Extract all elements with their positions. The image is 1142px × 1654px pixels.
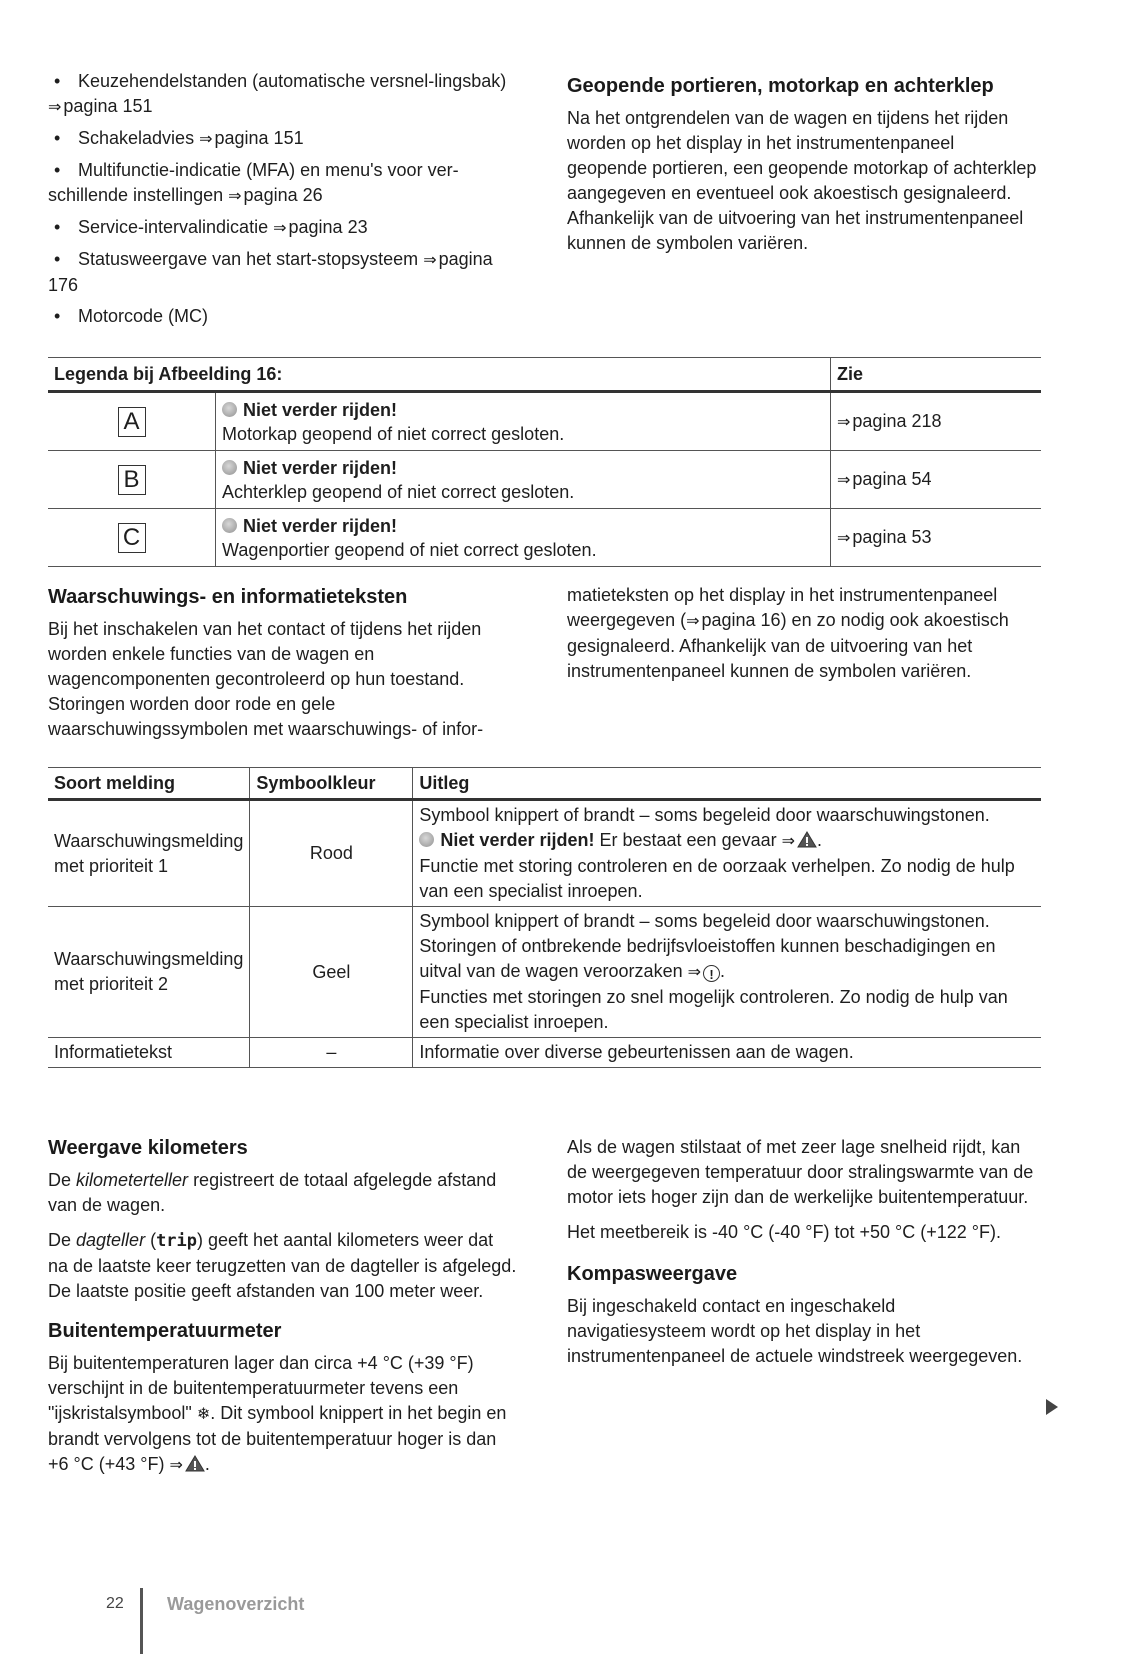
page-link[interactable]: pagina 23 <box>288 217 368 237</box>
row-description: Wagenportier geopend of niet correct gesloten. <box>222 539 597 560</box>
km-section <box>48 1135 518 1488</box>
page-number: 22 <box>106 1595 124 1612</box>
section-heading: Waarschuwings- en informatieteksten <box>48 586 408 608</box>
stop-warning-icon <box>222 402 237 417</box>
temp-section-right <box>567 1135 1037 1379</box>
column-header: Symboolkleur <box>250 768 413 800</box>
warning-label: Niet verder rijden! <box>440 830 595 850</box>
message-type: Waarschuwingsmelding met prioriteit 1 <box>48 800 250 907</box>
paragraph: Bij buitentemperaturen lager dan circa +4 °C (+39 °F) verschijnt in de buitentemperatuurmeter tevens een "ijskristalsymbool" ❄. Dit symbool knippert in het begin en brandt vervolgens tot de buitentemperatuur hoger is dan +6 °C (+43 °F) ⇒ . <box>48 1353 507 1474</box>
page-link[interactable]: pagina 151 <box>63 96 153 116</box>
paragraph: De kilometerteller registreert de totaal afgelegde afstand van de wagen. <box>48 1170 497 1215</box>
arrow-icon: ⇒ <box>199 131 213 148</box>
arrow-icon: ⇒ <box>169 1457 183 1474</box>
snowflake-icon: ❄ <box>196 1406 211 1423</box>
page-link[interactable]: pagina 176 <box>48 249 493 295</box>
legend-table <box>48 357 1041 567</box>
page-link[interactable]: pagina 53 <box>852 526 932 547</box>
symbol-color: – <box>250 1038 413 1068</box>
table-row: Waarschuwingsmelding met prioriteit 2 Geel Symbool knippert of brandt – soms begeleid door waarschuwingstonen. Storingen of ontbrekende bedrijfsvloeistoffen kunnen beschadigingen en uitval van de wagen veroorzaken ⇒ ! . Functies met storingen zo snel mogelijk controleren. Zo nodig de hulp van een specialist inroepen. <box>48 907 1041 1038</box>
page-link[interactable]: pagina 26 <box>243 185 323 205</box>
footer-divider <box>140 1588 143 1654</box>
row-description: Achterklep geopend of niet correct gesloten. <box>222 481 575 502</box>
see-header: Zie <box>831 358 1042 392</box>
section-heading: Geopende portieren, motorkap en achterklep <box>567 75 994 97</box>
arrow-icon: ⇒ <box>273 220 287 237</box>
arrow-icon: ⇒ <box>837 529 851 547</box>
section-heading: Kompasweergave <box>567 1263 738 1285</box>
stop-warning-icon <box>222 460 237 475</box>
warnings-section-right <box>567 583 1037 694</box>
column-header: Uitleg <box>413 768 1041 800</box>
section-heading: Buitentemperatuurmeter <box>48 1320 282 1342</box>
next-page-arrow-icon[interactable] <box>1046 1399 1058 1415</box>
feature-list <box>48 69 510 335</box>
callout-letter: C <box>118 523 146 553</box>
symbol-color: Geel <box>250 907 413 1038</box>
page-link[interactable]: pagina 16 <box>701 610 781 630</box>
arrow-icon: ⇒ <box>48 99 62 116</box>
stop-warning-icon <box>222 518 237 533</box>
paragraph: Als de wagen stilstaat of met zeer lage snelheid rijdt, kan de weergegeven temperatuur door stralingswarmte van de motor iets hoger zijn dan de werkelijke buitentemperatuur. <box>567 1137 1034 1207</box>
list-item: • Service-intervalindicatie ⇒ pagina 23 <box>54 217 368 237</box>
caution-circle-icon[interactable]: ! <box>703 965 720 982</box>
warnings-section-left <box>48 584 518 742</box>
arrow-icon: ⇒ <box>837 471 851 489</box>
arrow-icon: ⇒ <box>423 252 437 269</box>
paragraph: Na het ontgrendelen van de wagen en tijdens het rijden worden op het display in het instrumentenpaneel geopende portieren, een geopende motorkap of achterklep aangegeven en eventueel ook akoestisch gesignaleerd. Afhankelijk van de uitvoering van het instrumentenpaneel kunnen de symbolen variëren. <box>567 108 1037 253</box>
chapter-title: Wagenoverzicht <box>167 1594 305 1614</box>
message-type-table <box>48 767 1041 1068</box>
list-item: • Keuzehendelstanden (automatische versnel-lingsbak) ⇒ pagina 151 <box>48 71 507 116</box>
paragraph: Bij ingeschakeld contact en ingeschakeld navigatiesysteem wordt op het display in het instrumentenpaneel de actuele windstreek weergegeven. <box>567 1296 1023 1366</box>
warning-label: Niet verder rijden! <box>243 399 398 420</box>
warning-triangle-icon[interactable] <box>797 831 817 848</box>
paragraph: matieteksten op het display in het instrumentenpaneel weergegeven (⇒ pagina 16) en zo nodig ook akoestisch gesignaleerd. Afhankelijk van de uitvoering van het instrumentenpaneel kunnen de symbolen variëren. <box>567 585 1009 681</box>
callout-letter: A <box>118 407 146 437</box>
arrow-icon: ⇒ <box>686 613 700 630</box>
row-description: Motorkap geopend of niet correct gesloten. <box>222 423 565 444</box>
list-item: • Motorcode (MC) <box>54 306 209 326</box>
list-item: • Multifunctie-indicatie (MFA) en menu's voor ver-schillende instellingen ⇒ pagina 26 <box>48 160 459 205</box>
section-heading: Weergave kilometers <box>48 1137 248 1159</box>
page-link[interactable]: pagina 151 <box>214 128 304 148</box>
table-header <box>48 358 1041 392</box>
message-type: Waarschuwingsmelding met prioriteit 2 <box>48 907 250 1038</box>
trip-code: trip <box>156 1231 198 1251</box>
arrow-icon: ⇒ <box>687 964 702 981</box>
table-header <box>48 768 1041 800</box>
list-item: • Schakeladvies ⇒ pagina 151 <box>54 128 304 148</box>
warning-label: Niet verder rijden! <box>243 457 398 478</box>
message-type: Informatietekst <box>48 1038 250 1068</box>
column-header: Soort melding <box>48 768 250 800</box>
table-row: Waarschuwingsmelding met prioriteit 1 Rood Symbool knippert of brandt – soms begeleid door waarschuwingstonen. Niet verder rijden! Er bestaat een gevaar ⇒ . Functie met storing controleren en de oorzaak verhelpen. Zo nodig de hulp van een specialist inroepen. <box>48 800 1041 907</box>
list-item: • Statusweergave van het start-stopsysteem ⇒ pagina 176 <box>48 249 493 295</box>
page-link[interactable]: pagina 54 <box>852 468 932 489</box>
table-row <box>48 509 1041 567</box>
paragraph: Het meetbereik is -40 °C (-40 °F) tot +50 °C (+122 °F). <box>567 1222 1001 1242</box>
doors-section <box>567 73 1037 266</box>
arrow-icon: ⇒ <box>837 413 851 431</box>
callout-letter: B <box>118 465 146 495</box>
table-row <box>48 392 1041 451</box>
paragraph: De dagteller (trip) geeft het aantal kilometers weer dat na de laatste keer terugzetten van de dagteller is afgelegd. De laatste positie geeft afstanden van 100 meter weer. <box>48 1230 517 1301</box>
symbol-color: Rood <box>250 800 413 907</box>
table-row: Informatietekst – Informatie over diverse gebeurtenissen aan de wagen. <box>48 1038 1041 1068</box>
legend-title: Legenda bij Afbeelding 16: <box>48 358 831 392</box>
warning-triangle-icon[interactable] <box>185 1455 205 1472</box>
table-row <box>48 451 1041 509</box>
arrow-icon: ⇒ <box>781 833 796 850</box>
paragraph: Bij het inschakelen van het contact of tijdens het rijden worden enkele functies van de wagen en wagencomponenten gecontroleerd op hun toestand. Storingen worden door rode en gele waarschuwingssymbolen met waarschuwings- of infor- <box>48 619 484 739</box>
warning-label: Niet verder rijden! <box>243 515 398 536</box>
arrow-icon: ⇒ <box>228 188 242 205</box>
page-link[interactable]: pagina 218 <box>852 410 942 431</box>
stop-warning-icon <box>419 832 434 847</box>
